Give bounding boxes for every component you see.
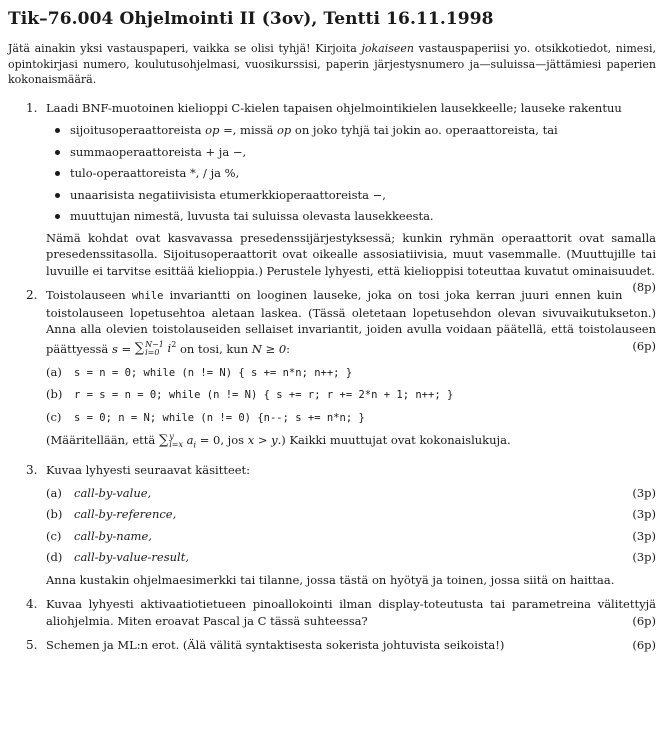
question-1 — [8, 100, 656, 294]
assign-op: op = — [205, 123, 233, 137]
points: (3p) — [632, 550, 656, 565]
question-2-lead — [46, 287, 656, 358]
item-label: (b) — [46, 507, 63, 522]
points: (3p) — [632, 528, 656, 543]
code-snippet: s = 0; n = N; while (n != 0) {n--; s += n*n; } — [74, 411, 365, 424]
concept-name: call-by-name, — [74, 528, 152, 543]
condition: N ≥ 0 — [251, 341, 287, 356]
operator-list — [46, 122, 656, 225]
item-label: (c) — [46, 528, 62, 543]
intro-emphasis: jokaiseen — [361, 42, 414, 55]
code-snippet: r = s = n = 0; while (n != N) { s += r; r += 2*n + 1; n++; } — [74, 389, 454, 402]
page-title: Tik–76.004 Ohjelmointi II (3ov), Tentti 16.11.1998 — [8, 9, 494, 29]
item-label: (a) — [46, 364, 62, 379]
sum-lower: i=0 — [145, 348, 160, 358]
question-4-body — [46, 596, 656, 629]
question-5-text: Schemen ja ML:n erot. (Älä välitä syntaktisesta sokerista johtuvista seikoista!) — [46, 638, 505, 653]
list-item — [46, 528, 656, 545]
sum-upper: N−1 — [145, 340, 164, 350]
list-item: muuttujan nimestä, luvusta tai suluissa olevasta lausekkeesta. — [46, 208, 656, 225]
bullet-text: sijoitusoperaattoreista — [70, 123, 206, 137]
exponent: 2 — [171, 340, 177, 350]
note-text: .) Kaikki muuttujat ovat kokonaislukuja. — [277, 433, 511, 448]
question-1-body — [46, 230, 656, 294]
sum-term: a — [183, 433, 194, 448]
question-number: 4. — [26, 597, 38, 612]
question-2-note — [46, 432, 656, 454]
loop-list — [46, 364, 656, 427]
list-item — [46, 386, 656, 404]
subscript: i — [193, 440, 197, 450]
q2-text: on tosi, kun — [176, 341, 252, 356]
question-2 — [8, 287, 656, 454]
list-item — [46, 122, 656, 139]
points: (8p) — [632, 280, 656, 294]
list-item — [46, 364, 656, 382]
question-3-lead: Kuvaa lyhyesti seuraavat käsitteet: — [46, 463, 251, 478]
list-item — [46, 485, 656, 502]
question-number: 3. — [26, 463, 38, 478]
sum-symbol: ∑ — [134, 341, 145, 357]
list-item — [46, 549, 656, 566]
note-sum-formula — [158, 432, 197, 450]
exam-page — [8, 8, 656, 662]
question-3-body: Anna kustakin ohjelmaesimerkki tai tilanne, jossa tästä on hyötyä ja toinen, jossa siitä on haittaa. — [46, 572, 615, 587]
question-number: 2. — [26, 288, 38, 302]
while-keyword: while — [131, 290, 164, 302]
list-item — [46, 506, 656, 523]
formula-lhs: s = — [111, 341, 135, 356]
sum-formula — [134, 340, 177, 358]
bullet-text: on joko tyhjä tai jokin ao. operaattoreista, tai — [291, 123, 558, 137]
item-label: (a) — [46, 485, 62, 500]
sum-term: i — [163, 341, 172, 356]
note-text: (Määritellään, että — [46, 433, 159, 448]
item-label: (d) — [46, 550, 63, 565]
list-item: unaarisista negatiivisista etumerkkioperaattoreista −, — [46, 187, 656, 204]
points: (3p) — [632, 485, 656, 500]
question-4-text: Kuvaa lyhyesti aktivaatiotietueen pinoallokointi ilman display-toteutusta tai parametreina välitettyjä aliohjelmia. Miten eroavat Pascal ja C tässä suhteessa? — [46, 597, 656, 628]
question-1-lead: Laadi BNF-muotoinen kielioppi C-kielen tapaisen ohjelmointikielen lausekkeelle; lauseke rakentuu — [46, 100, 622, 115]
list-item — [46, 409, 656, 427]
question-1-text: Nämä kohdat ovat kasvavassa presedenssijärjestyksessä; kunkin ryhmän operaattorit ovat samalla presedenssitasolla. Sijoitusoperaattorit ovat oikealle assosiatiivisia, muut vasemmalle. (Muuttujille tai luvuille ei tarvitse esittää kielioppia.) Perustele lyhyesti, että kielioppisi toteuttaa kuvatut ominaisuudet. — [46, 230, 656, 278]
op-symbol: op — [276, 123, 292, 137]
points: (6p) — [632, 638, 656, 653]
question-5-body — [46, 637, 656, 654]
sum-symbol: ∑ — [158, 433, 169, 449]
q2-text: Toistolauseen — [46, 288, 132, 302]
question-4 — [8, 596, 656, 629]
concept-name: call-by-value-result, — [74, 550, 189, 565]
list-item: summaoperaattoreista + ja −, — [46, 144, 656, 161]
note-condition: x > y — [247, 433, 278, 448]
question-5 — [8, 637, 656, 654]
q2-text: : — [286, 341, 291, 356]
intro-text: Jätä ainakin yksi vastauspaperi, vaikka se olisi tyhjä! Kirjoita — [8, 42, 362, 55]
points: (6p) — [632, 613, 656, 628]
question-number: 5. — [26, 638, 38, 653]
question-number: 1. — [26, 100, 38, 115]
code-snippet: s = n = 0; while (n != N) { s += n*n; n++; } — [74, 366, 353, 379]
concept-name: call-by-value, — [74, 485, 152, 500]
bullet-text: , missä — [232, 123, 277, 137]
sum-lower: i=x — [169, 440, 183, 450]
item-label: (b) — [46, 387, 63, 402]
list-item: tulo-operaattoreista *, / ja %, — [46, 165, 656, 182]
intro-text-rest: vastauspaperiisi yo. otsikkotiedot, nimesi, opintokirjasi numero, koulutusohjelmasi, vuosikurssisi, paperin järjestysnumero ja—suluissa—jättämiesi paperien kokonaismäärä. — [8, 42, 656, 86]
concept-name: call-by-reference, — [74, 507, 177, 522]
concept-list — [46, 485, 656, 566]
question-3 — [8, 462, 656, 588]
points: (6p) — [632, 338, 656, 353]
instructions — [8, 41, 656, 88]
sum-upper: y — [169, 432, 174, 442]
points: (3p) — [632, 507, 656, 522]
q2-text: invariantti on looginen lauseke, joka on tosi joka kerran juuri ennen kuin toistolauseen lopetusehtoa aletaan laskea. (Tässä oletetaan lopetusehdon olevan sivuvaikutukseton.) Anna alla olevien toistolauseiden sellaiset invariantit, joiden avulla voidaan päätellä, että toistolauseen päättyessä — [46, 288, 656, 356]
item-label: (c) — [46, 409, 62, 424]
note-text: = 0, jos — [196, 433, 248, 448]
